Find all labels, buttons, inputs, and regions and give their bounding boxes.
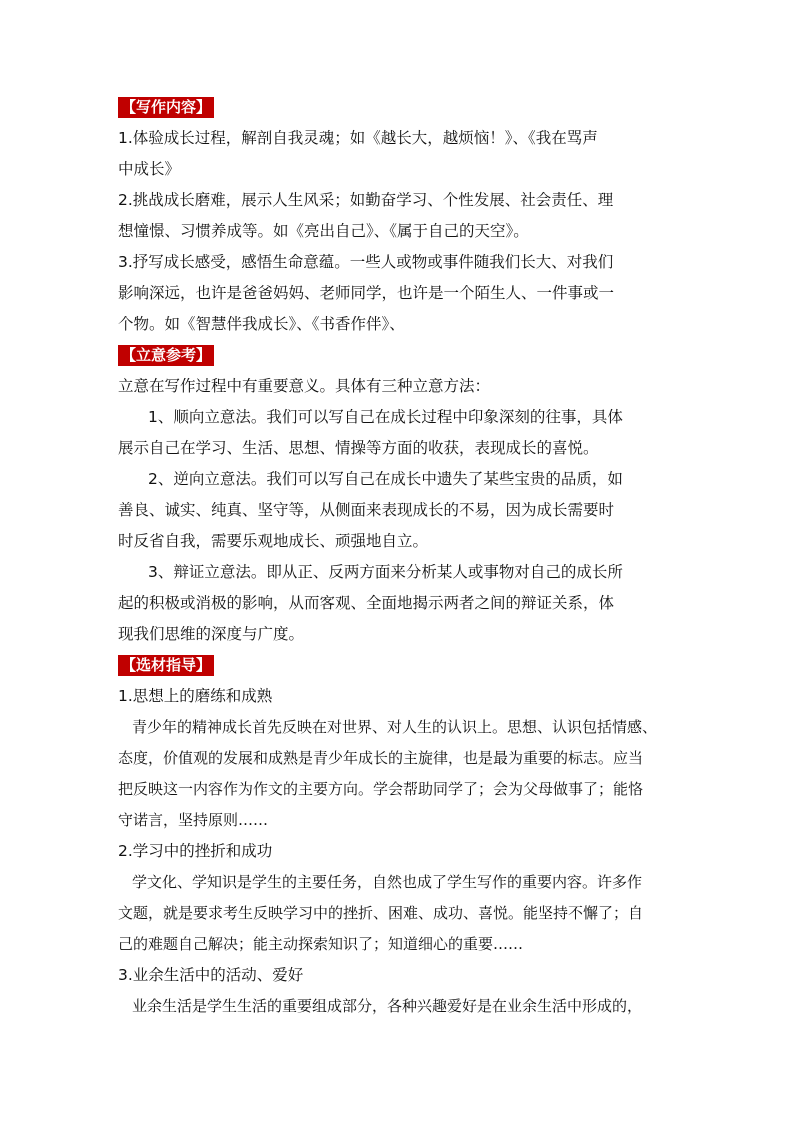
heading-tag: 【写作内容】 xyxy=(118,97,214,118)
writing-line: 中成长》 xyxy=(118,160,181,178)
idea-intro: 立意在写作过程中有重要意义。具体有三种立意方法： xyxy=(118,377,491,395)
idea-line: 1、顺向立意法。我们可以写自己在成长过程中印象深刻的往事，具体 xyxy=(148,408,623,426)
idea-line: 现我们思维的深度与广度。 xyxy=(118,625,305,643)
idea-line: 3、辩证立意法。即从正、反两方面来分析某人或事物对自己的成长所 xyxy=(148,563,623,581)
material-line: 文题，就是要求考生反映学习中的挫折、困难、成功、喜悦。能坚持不懈了；自 xyxy=(118,904,644,922)
material-line: 业余生活是学生生活的重要组成部分，各种兴趣爱好是在业余生活中形成的， xyxy=(132,997,643,1015)
material-line: 把反映这一内容作为作文的主要方向。学会帮助同学了；会为父母做事了；能恪 xyxy=(118,780,644,798)
writing-line: 影响深远，也许是爸爸妈妈、老师同学，也许是一个陌生人、一件事或一 xyxy=(118,284,615,302)
heading-tag: 【选材指导】 xyxy=(118,655,214,676)
writing-line: 2.挑战成长磨难，展示人生风采；如勤奋学习、个性发展、社会责任、理 xyxy=(118,191,614,209)
writing-line: 个物。如《智慧伴我成长》、《书香作伴》、 xyxy=(118,315,405,333)
material-line: 态度，价值观的发展和成熟是青少年成长的主旋律，也是最为重要的标志。应当 xyxy=(118,749,644,767)
idea-line: 展示自己在学习、生活、思想、情操等方面的收获，表现成长的喜悦。 xyxy=(118,439,599,457)
writing-line: 1.体验成长过程，解剖自我灵魂；如《越长大，越烦恼！》、《我在骂声 xyxy=(118,129,598,147)
material-line: 青少年的精神成长首先反映在对世界、对人生的认识上。思想、认识包括情感、 xyxy=(132,718,658,736)
section-heading-idea xyxy=(118,340,678,371)
material-subheading: 1.思想上的磨练和成熟 xyxy=(118,687,273,705)
material-subheading: 3.业余生活中的活动、爱好 xyxy=(118,966,304,984)
material-line: 学文化、学知识是学生的主要任务，自然也成了学生写作的重要内容。许多作 xyxy=(132,873,643,891)
section-heading-material xyxy=(118,650,678,681)
writing-line: 3.抒写成长感受，感悟生命意蕴。一些人或物或事件随我们长大、对我们 xyxy=(118,253,614,271)
idea-line: 起的积极或消极的影响，从而客观、全面地揭示两者之间的辩证关系，体 xyxy=(118,594,615,612)
document-content xyxy=(118,92,678,1022)
idea-line: 2、逆向立意法。我们可以写自己在成长中遗失了某些宝贵的品质，如 xyxy=(148,470,623,488)
writing-line: 想憧憬、习惯养成等。如《亮出自己》、《属于自己的天空》。 xyxy=(118,222,529,240)
idea-line: 时反省自我，需要乐观地成长、顽强地自立。 xyxy=(118,532,429,550)
material-line: 守诺言，坚持原则…… xyxy=(118,811,269,829)
idea-line: 善良、诚实、纯真、坚守等，从侧面来表现成长的不易，因为成长需要时 xyxy=(118,501,615,519)
material-subheading: 2.学习中的挫折和成功 xyxy=(118,842,273,860)
material-line: 己的难题自己解决；能主动探索知识了；知道细心的重要…… xyxy=(118,935,524,953)
section-heading-writing xyxy=(118,92,678,123)
heading-tag: 【立意参考】 xyxy=(118,345,214,366)
